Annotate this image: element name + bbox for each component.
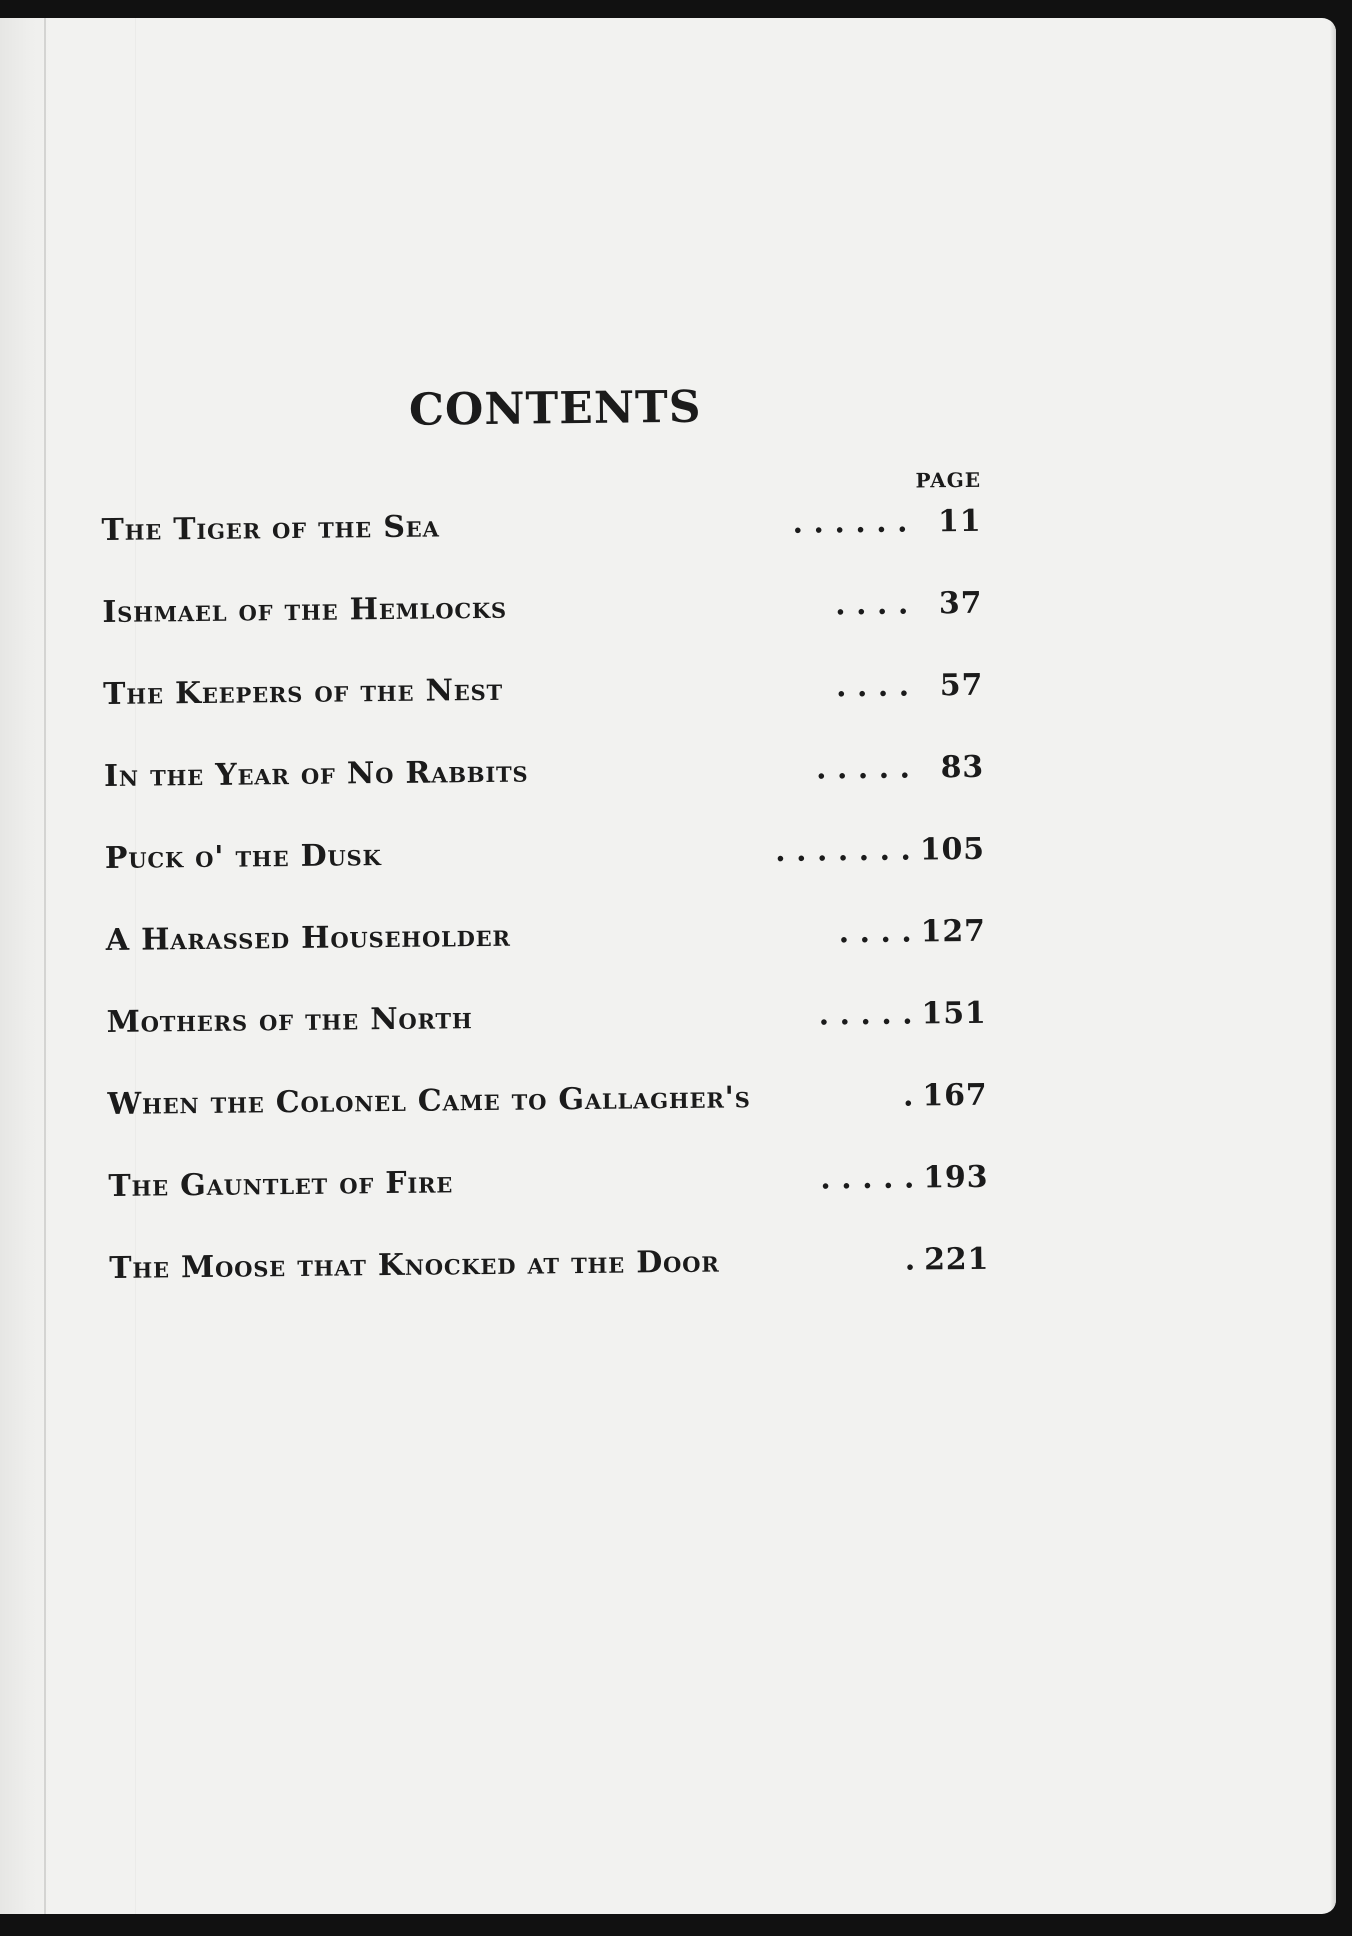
toc-entry-title: The Gauntlet of Fire (108, 1165, 454, 1204)
page-edge (1330, 18, 1336, 1914)
dot-leader: . . . . (835, 586, 909, 623)
page-column-label: PAGE (915, 467, 982, 493)
toc-entry-page-number: 57 (939, 667, 984, 704)
toc-entry-page-number: 127 (920, 913, 986, 950)
toc-entry-page-number: 193 (923, 1159, 989, 1196)
table-of-contents (100, 379, 990, 1333)
toc-entry (109, 1242, 990, 1333)
toc-entry (106, 914, 987, 1005)
dot-leader: . . . . . (818, 996, 913, 1033)
dot-leader: . . . . (835, 668, 910, 705)
toc-entry (107, 1078, 988, 1169)
toc-entry-title: Puck o' the Dusk (104, 838, 382, 876)
toc-list (101, 504, 990, 1333)
toc-entry-page-number: 167 (922, 1077, 988, 1114)
toc-entry-title: The Keepers of the Nest (103, 672, 504, 712)
dot-leader: . (902, 1078, 914, 1114)
toc-entry-title: A Harassed Householder (105, 918, 511, 958)
dot-leader: . . . . (838, 914, 912, 951)
dot-leader: . . . . . . . (774, 832, 912, 869)
toc-entry (101, 504, 982, 595)
toc-entry-page-number: 11 (937, 503, 982, 540)
toc-entry-title: The Moose that Knocked at the Door (109, 1244, 720, 1286)
toc-entry (103, 668, 984, 759)
toc-entry (108, 1160, 989, 1251)
contents-heading: CONTENTS (408, 381, 702, 436)
toc-entry-title: Mothers of the North (106, 1001, 473, 1040)
toc-entry (105, 832, 986, 923)
dot-leader: . . . . . (820, 1160, 915, 1197)
toc-entry-title: The Tiger of the Sea (101, 509, 440, 548)
toc-entry (104, 750, 985, 841)
toc-entry (106, 996, 987, 1087)
toc-entry-page-number: 105 (919, 831, 986, 868)
toc-entry-title: Ishmael of the Hemlocks (102, 590, 508, 630)
toc-entry-page-number: 37 (938, 585, 983, 622)
binding-line (44, 18, 46, 1914)
dot-leader: . . . . . (815, 750, 911, 787)
toc-entry-title: When the Colonel Came to Gallagher's (107, 1080, 751, 1122)
dot-leader: . . . . . . (792, 504, 908, 541)
toc-entry-title: In the Year of No Rabbits (103, 754, 529, 794)
toc-entry-page-number: 151 (921, 995, 987, 1032)
dot-leader: . (904, 1242, 916, 1278)
toc-entry-page-number: 221 (923, 1241, 990, 1278)
toc-entry-page-number: 83 (940, 749, 985, 786)
toc-entry (102, 586, 983, 677)
book-page (0, 18, 1336, 1914)
